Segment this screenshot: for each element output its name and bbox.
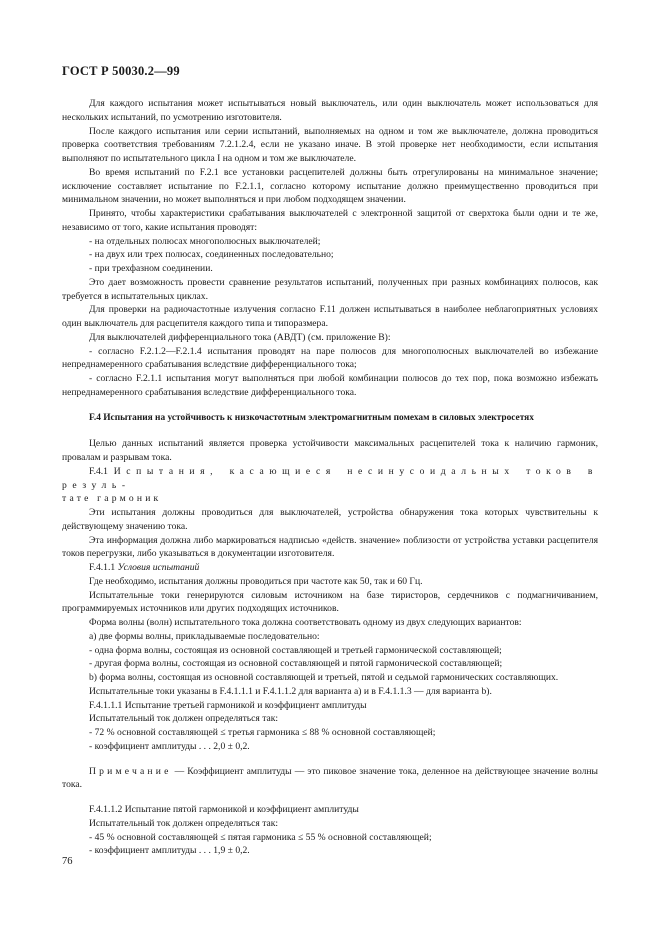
paragraph: Целью данных испытаний является проверка устойчивости максимальных расцепителей тока к наличию гармоник, провалам и разрывам тока. [62,438,598,463]
list-item: - при трехфазном соединении. [89,263,213,274]
list-item: а) две формы волны, прикладываемые последовательно: [89,630,320,642]
list-item: - согласно F.2.1.2—F.2.1.4 испытания проводят на паре полюсов для многополюсных выключателей во избежание непреднамеренного срабатывания вследствие дифференциального тока; [62,345,598,371]
note-text: — Коэффициент амплитуды — это пиковое значение тока, деленное на действующее значение волны тока. [62,765,598,791]
subsection-title: Условия испытаний [117,562,200,573]
section-heading: F.4 Испытания на устойчивость к низкочастотным электромагнитным помехам в силовых электросетях [89,412,534,423]
paragraph: Испытательный ток должен определяться так: [89,817,279,829]
subsection-title: Испытания, касающиеся несинусоидальных токов в резуль- [62,465,598,491]
list-item: - согласно F.2.1.1 испытания могут выполняться при любой комбинации полюсов до тех пор, пока возможно избежать непреднамеренного срабатывания вследствие дифференциального тока. [62,373,598,398]
note [62,765,598,793]
note-label: Примечание [89,765,172,777]
list-item: - на отдельных полюсах многополюсных выключателей; [89,235,321,247]
paragraph: После каждого испытания или серии испытаний, выполняемых на одном и том же выключателе, должна проводиться проверка соответствия требованиям 7.2.1.2.4, если не указано иначе. В этой проверке нет необходимости, если испытания выполняют по испытательного цикла I на одном и том же выключателе. [62,125,598,164]
paragraph: Это дает возможность провести сравнение результатов испытаний, полученных при разных комбинациях полюсов, как требуется в испытательных циклах. [62,276,598,302]
paragraph: Испытательные токи генерируются силовым источником на базе тиристоров, сердечников с подмагничиванием, программируемых источников или других подходящих источников. [62,589,598,615]
paragraph: Испытательные токи указаны в F.4.1.1.1 и F.4.1.1.2 для варианта а) и в F.4.1.1.3 — для варианта b). [89,685,492,697]
list-item: - 72 % основной составляющей ≤ третья гармоника ≤ 88 % основной составляющей; [89,727,436,738]
paragraph: Для каждого испытания может испытываться новый выключатель, или один выключатель может использоваться для нескольких испытаний, по усмотрению изготовителя. [62,98,598,123]
paragraph: Во время испытаний по F.2.1 все установки расцепителей должны быть отрегулированы на минимальное значение; исключение составляет испытание по F.2.1.1, согласно которому испытание должно преимущественно проводиться при минимальном значении, но может выполняться и при любом подходящем значении. [62,166,598,206]
paragraph: Где необходимо, испытания должны проводиться при частоте как 50, так и 60 Гц. [89,575,423,587]
list-item: - на двух или трех полюсах, соединенных последовательно; [89,249,334,261]
paragraph: Форма волны (волн) испытательного тока должна соответствовать одному из двух следующих вариантов: [89,617,522,628]
list-item: - одна форма волны, состоящая из основной составляющей и третьей гармонической составляющей; [89,644,502,656]
document-header: ГОСТ Р 50030.2—99 [62,64,180,78]
paragraph: Эти испытания должны проводиться для выключателей, устройства обнаружения тока которых чувствительны к действующему значению тока. [62,507,598,532]
paragraph: Эта информация должна либо маркироваться надписью «действ. значение» поблизости от устройства уставки расцепителя токов перегрузки, либо указываться в документации изготовителя. [62,534,598,560]
body-text [62,97,598,858]
subsection-title-continued: тате гармоник [62,493,162,505]
list-item: - коэффициент амплитуды . . . 1,9 ± 0,2. [89,845,250,857]
subsection-heading [62,465,598,493]
list-item: - коэффициент амплитуды . . . 2,0 ± 0,2. [89,740,250,752]
paragraph: Испытательный ток должен определяться так: [89,713,279,725]
list-item: b) форма волны, состоящая из основной составляющей и третьей, пятой и седьмой гармонических составляющих. [89,672,559,683]
page-number: 76 [62,856,73,867]
subsection-heading: F.4.1.1 Условия испытаний [89,562,200,573]
subsection-number: F.4.1 [89,465,108,477]
paragraph: Для выключателей дифференциального тока (АВДТ) (см. приложение В): [89,331,391,343]
paragraph: Для проверки на радиочастотные излучения согласно F.11 должен испытываться в наиболее неблагоприятных условиях один выключатель для расцепителя каждого типа и типоразмера. [62,304,598,329]
subsection-heading: F.4.1.1.1 Испытание третьей гармоникой и коэффициент амплитуды [89,699,367,711]
list-item: - другая форма волны, состоящая из основной составляющей и пятой гармонической составляющей; [89,658,503,670]
list-item: - 45 % основной составляющей ≤ пятая гармоника ≤ 55 % основной составляющей; [89,831,432,843]
paragraph: Принято, чтобы характеристики срабатывания выключателей с электронной защитой от сверхтока были одни и те же, независимо от того, какие испытания проводят: [62,208,598,233]
subsection-heading: F.4.1.1.2 Испытание пятой гармоникой и коэффициент амплитуды [89,804,359,815]
